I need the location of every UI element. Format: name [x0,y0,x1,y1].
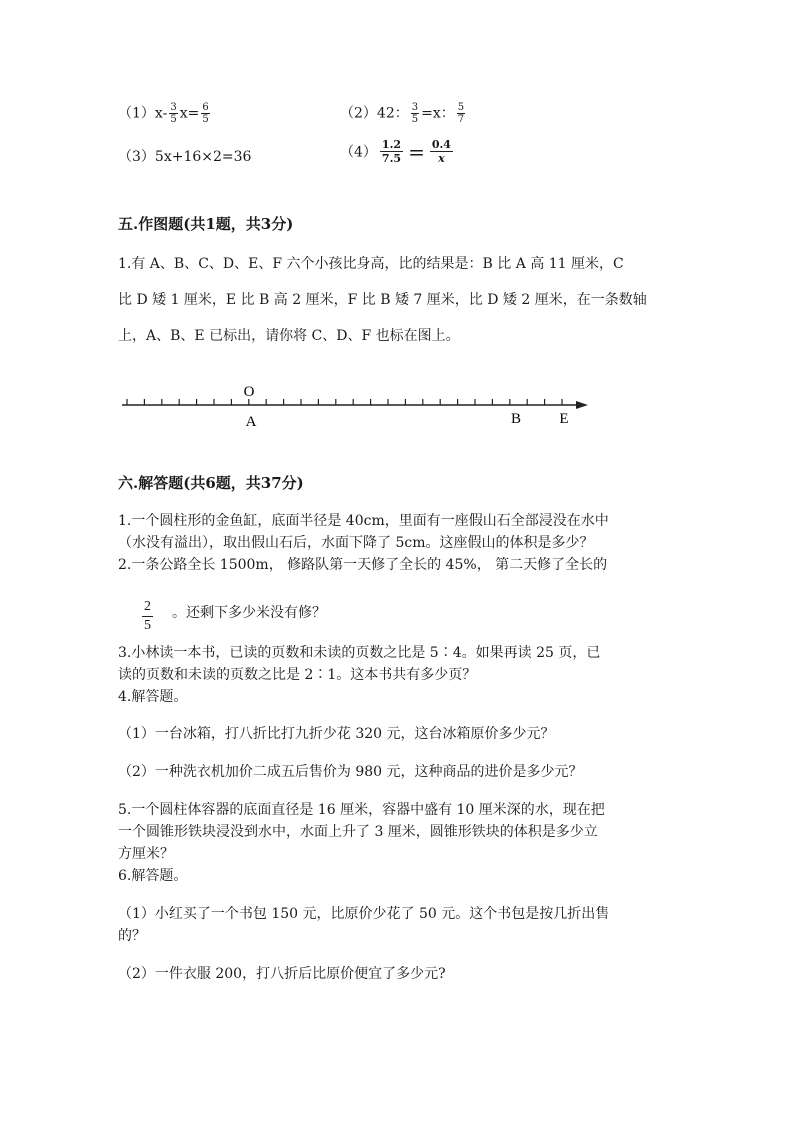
equation-1-pre: x- [154,105,168,122]
fraction [169,102,177,125]
question-6-sub-1-line: （1）小红买了一个书包 150 元，比原价少花了 50 元。这个书包是按几折出售 [118,906,610,922]
equation-1-mid: x= [179,105,200,122]
equation-4-label: （4） [340,144,377,161]
fraction-denominator: 7 [457,114,465,125]
question-3-line: 3.小林读一本书，已读的页数和未读的页数之比是 5∶4。如果再读 25 页，已 [118,645,601,661]
question-4-sub-2: （2）一种洗衣机加价二成五后售价为 980 元，这种商品的进价是多少元？ [118,764,583,780]
fraction [430,138,453,165]
equation-2-pre: 42： [376,105,409,122]
equation-2-mid: =x： [421,105,455,122]
fraction-numerator: 1.2 [381,138,402,151]
equation-1-label: （1） [118,105,155,122]
equation-2-label: （2） [340,105,377,122]
fraction [201,102,209,125]
fraction-numerator: 5 [457,102,465,113]
section-5-problem-line: 比 D 矮 1 厘米，E 比 B 高 2 厘米，F 比 B 矮 7 厘米，比 D 矮 2 厘米，在一条数轴 [118,292,647,308]
fraction-denominator: 5 [202,114,209,125]
question-6-title: 6.解答题。 [118,868,188,884]
fraction [380,138,403,165]
question-5-line: 5.一个圆柱体容器的底面直径是 16 厘米，容器中盛有 10 厘米深的水，现在把 [118,802,605,818]
section-5-heading: 五.作图题(共1题，共3分) [118,215,294,233]
equation-2 [340,102,467,125]
question-2-line: 2.一条公路全长 1500m， 修路队第一天修了全长的 45%， 第二天修了全长的 [118,557,608,573]
question-5-line: 一个圆锥形铁块浸没到水中，水面上升了 3 厘米，圆锥形铁块的体积是多少立 [118,824,598,840]
fraction-numerator: 2 [142,598,153,617]
question-2-line: 。还剩下多少米没有修？ [172,605,326,621]
fraction-denominator: 5 [144,618,151,633]
equation-4 [340,138,456,165]
fraction-denominator: 5 [411,114,419,125]
fraction-numerator: 3 [170,102,177,113]
equation-3-text: 5x+16×2=36 [154,149,252,165]
question-4-title: 4.解答题。 [118,689,188,705]
equals-sign: = [408,139,425,164]
fraction-numerator: 0.4 [431,138,451,151]
section-6-heading: 六.解答题(共6题，共37分) [118,474,304,492]
fraction [411,102,419,125]
question-3-line: 读的页数和未读的页数之比是 2∶1。这本书共有多少页？ [118,667,477,683]
question-2-fraction [142,598,153,635]
fraction-denominator: 7.5 [381,152,402,165]
point-e-label: E [559,411,569,427]
point-a-label: A [245,414,257,430]
question-4-sub-1: （1）一台冰箱，打八折比打九折少花 320 元，这台冰箱原价多少元？ [118,726,555,742]
fraction-numerator: 3 [411,102,419,113]
fraction [457,102,465,125]
equation-3-label: （3） [118,149,155,165]
question-6-sub-2: （2）一件衣服 200，打八折后比原价便宜了多少元? [118,966,446,982]
question-6-sub-1-line: 的？ [118,928,146,944]
question-5-line: 方厘米？ [118,846,174,862]
number-line-ticks [127,399,562,405]
arrow-head-icon [576,401,588,409]
origin-label: O [243,384,255,400]
point-b-label: B [510,411,522,427]
fraction-denominator: 5 [170,114,177,125]
section-5-problem-line: 上，A、B、E 已标出，请你将 C、D、F 也标在图上。 [118,328,460,344]
fraction-numerator: 6 [202,102,209,113]
question-1-line: （水没有溢出），取出假山石后，水面下降了 5cm。这座假山的体积是多少？ [118,535,594,551]
equation-3 [118,146,251,166]
equation-1 [118,102,212,125]
number-line [110,380,610,432]
section-5-problem-line: 1.有 A、B、C、D、E、F 六个小孩比身高，比的结果是：B 比 A 高 11 厘米，C [118,256,624,272]
question-1-line: 1.一个圆柱形的金鱼缸，底面半径是 40cm，里面有一座假山石全部浸没在水中 [118,513,609,529]
fraction-denominator: x [438,152,445,165]
